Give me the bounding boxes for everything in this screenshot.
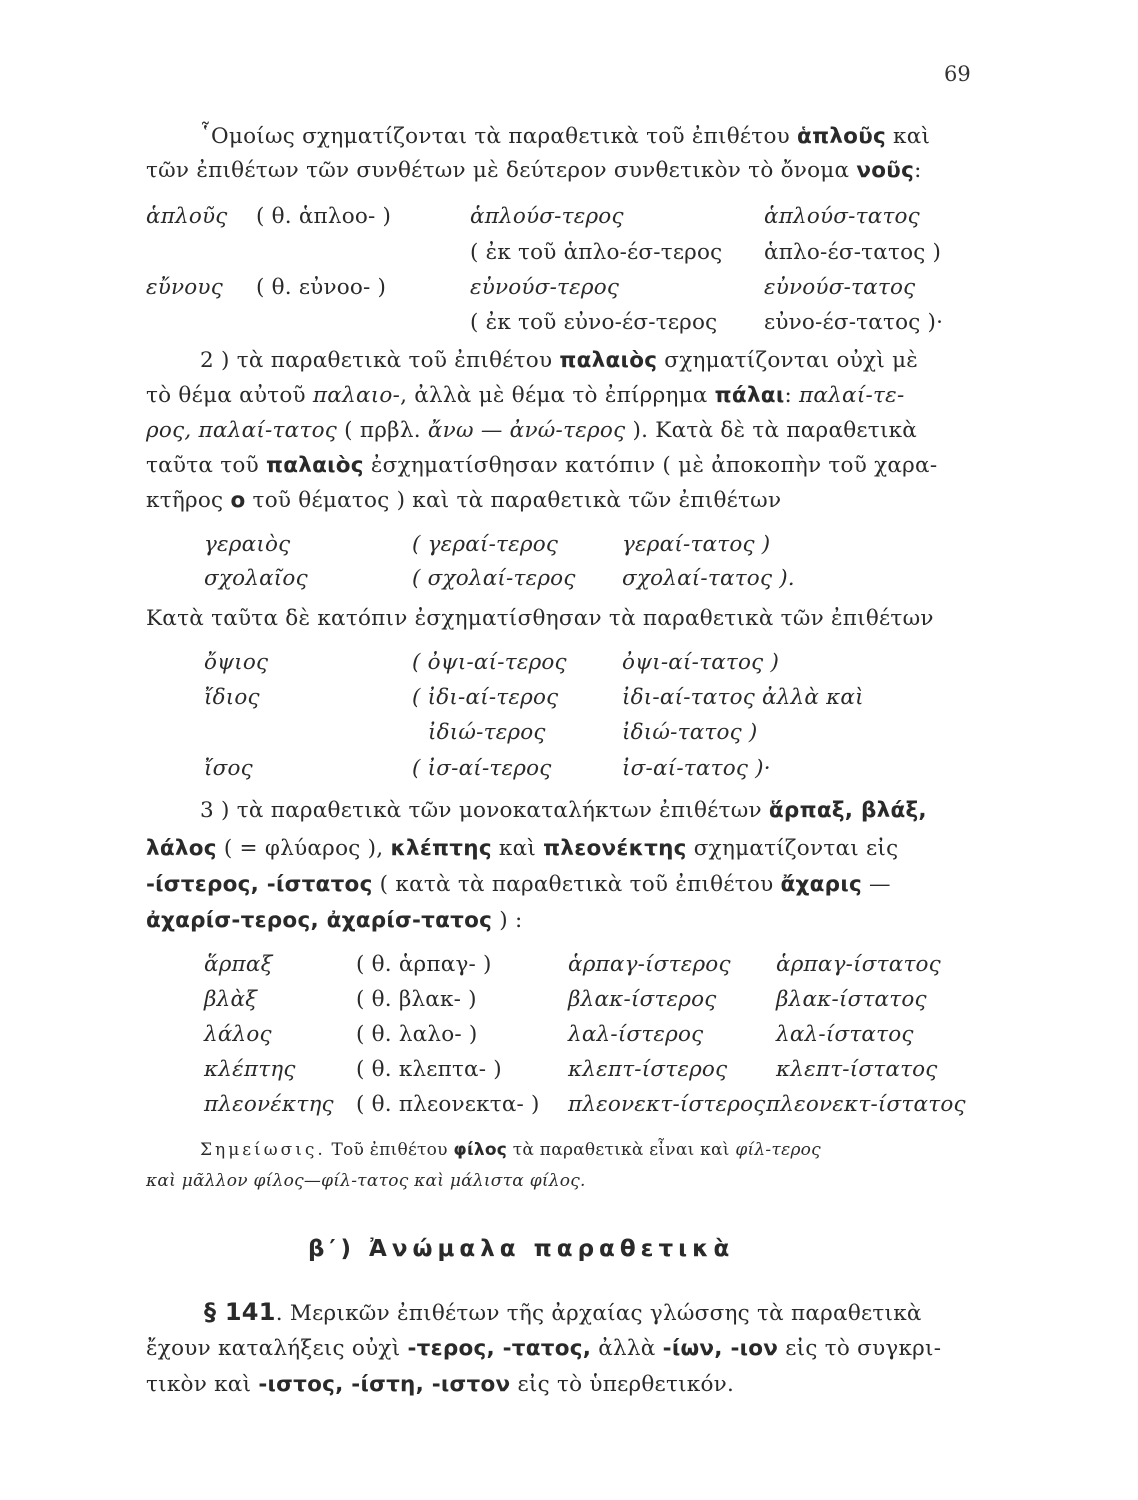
table2-comparative-geraios: ( γεραί-τερος: [412, 532, 559, 557]
paragraph-4-line-3: -ίστερος, -ίστατος ( κατὰ τὰ παραθετικὰ τοῦ ἐπιθέτου ἄχαρις —: [146, 872, 891, 897]
table2-comparative-scholaios: ( σχολαί-τερος: [412, 566, 576, 591]
paragraph-2-line-5: κτῆρος ο τοῦ θέματος ) καὶ τὰ παραθετικὰ τῶν ἐπιθέτων: [146, 488, 782, 513]
paragraph-2-line-1: 2 ) τὰ παραθετικὰ τοῦ ἐπιθέτου παλαιὸς σχηματίζονται οὐχὶ μὲ: [200, 348, 919, 373]
table2-superlative-geraios: γεραί-τατος ): [622, 532, 771, 557]
table1-superlative-haplous: ἁπλούσ-τατος: [764, 204, 920, 229]
table4-stem: ( θ. ἁρπαγ- ): [356, 952, 492, 977]
table4-comparative: βλακ-ίστερος: [568, 987, 717, 1012]
paragraph-4-line-4: ἀχαρίσ-τερος, ἀχαρίσ-τατος ) :: [146, 908, 523, 933]
table4-superlative: πλεονεκτ-ίστατος: [766, 1092, 966, 1117]
table3-comparative-opsios: ( ὀψι-αί-τερος: [412, 650, 567, 675]
table4-comparative: κλεπτ-ίστερος: [568, 1057, 728, 1082]
paragraph-2-line-4: ταῦτα τοῦ παλαιὸς ἐσχηματίσθησαν κατόπιν ( μὲ ἀποκοπὴν τοῦ χαρα-: [146, 453, 938, 478]
section-heading: β′) Ἀνώμαλα παραθετικὰ: [308, 1236, 735, 1262]
table3-superlative-idios-alt: ἰδιώ-τατος ): [622, 720, 758, 745]
table4-word: βλὰξ: [204, 987, 258, 1012]
page-number: 69: [944, 62, 971, 86]
paragraph-1-line-1: ῟Ομοίως σχηματίζονται τὰ παραθετικὰ τοῦ ἐπιθέτου ἁπλοῦς καὶ: [200, 124, 931, 149]
table4-stem: ( θ. πλεονεκτα- ): [356, 1092, 540, 1117]
table4-superlative: ἁρπαγ-ίστατος: [776, 952, 941, 977]
table1-word-eunous: εὔνους: [146, 275, 223, 300]
table4-comparative: πλεονεκτ-ίστερος: [568, 1092, 766, 1117]
table3-superlative-opsios: ὀψι-αί-τατος ): [622, 650, 780, 675]
table2-word-scholaios: σχολαῖος: [204, 566, 308, 591]
section-141-line-2: ἔχουν καταλήξεις οὐχὶ -τερος, -τατος, ἀλλὰ -ίων, -ιον εἰς τὸ συγκρι-: [146, 1336, 942, 1361]
table3-word-isos: ἴσος: [204, 756, 253, 781]
table4-word: λάλος: [204, 1022, 272, 1047]
table1-alt-superlative-haplous: ἁπλο-έσ-τατος ): [764, 240, 942, 265]
table4-stem: ( θ. λαλο- ): [356, 1022, 478, 1047]
table1-stem-haplous: ( θ. ἁπλοο- ): [256, 204, 392, 229]
note-line-1: Σημείωσις. Τοῦ ἐπιθέτου φίλος τὰ παραθετικὰ εἶναι καὶ φίλ-τερος: [200, 1140, 821, 1160]
paragraph-2-line-3: ρος, παλαί-τατος ( πρβλ. ἄνω — ἀνώ-τερος ). Κατὰ δὲ τὰ παραθετικὰ: [146, 418, 918, 443]
table3-comparative-idios: ( ἰδι-αί-τερος: [412, 685, 559, 710]
paragraph-3: Κατὰ ταῦτα δὲ κατόπιν ἐσχηματίσθησαν τὰ παραθετικὰ τῶν ἐπιθέτων: [146, 606, 934, 631]
table4-word: κλέπτης: [204, 1057, 296, 1082]
table4-comparative: λαλ-ίστερος: [568, 1022, 704, 1047]
table3-word-opsios: ὄψιος: [204, 650, 269, 675]
table2-word-geraios: γεραιὸς: [204, 532, 291, 557]
table1-comparative-eunous: εὐνούσ-τερος: [470, 275, 620, 300]
table4-superlative: λαλ-ίστατος: [776, 1022, 914, 1047]
paragraph-2-line-2: τὸ θέμα αὐτοῦ παλαιο-, ἀλλὰ μὲ θέμα τὸ ἐπίρρημα πάλαι: παλαί-τε-: [146, 383, 905, 408]
table1-comparative-haplous: ἁπλούσ-τερος: [470, 204, 624, 229]
note-line-2: καὶ μᾶλλον φίλος—φίλ-τατος καὶ μάλιστα φίλος.: [146, 1171, 586, 1191]
table1-superlative-eunous: εὐνούσ-τατος: [764, 275, 916, 300]
table3-superlative-isos: ἰσ-αί-τατος )·: [622, 756, 771, 781]
table1-alt-comparative-haplous: ( ἐκ τοῦ ἁπλο-έσ-τερος: [470, 240, 723, 265]
paragraph-4-line-2: λάλος ( = φλύαρος ), κλέπτης καὶ πλεονέκτης σχηματίζονται εἰς: [146, 836, 899, 861]
table4-stem: ( θ. κλεπτα- ): [356, 1057, 502, 1082]
table3-comparative-idios-alt: ἰδιώ-τερος: [428, 720, 546, 745]
section-141-line-1: § 141. Μερικῶν ἐπιθέτων τῆς ἀρχαίας γλώσσης τὰ παραθετικὰ: [204, 1298, 922, 1326]
table3-word-idios: ἴδιος: [204, 685, 260, 710]
table4-word: ἅρπαξ: [204, 952, 273, 977]
paragraph-1-line-2: τῶν ἐπιθέτων τῶν συνθέτων μὲ δεύτερον συνθετικὸν τὸ ὄνομα νοῦς:: [146, 158, 922, 183]
table3-superlative-idios: ἰδι-αί-τατος ἀλλὰ καὶ: [622, 685, 864, 710]
table2-superlative-scholaios: σχολαί-τατος ).: [622, 566, 795, 591]
table4-stem: ( θ. βλακ- ): [356, 987, 477, 1012]
table3-comparative-isos: ( ἰσ-αί-τερος: [412, 756, 552, 781]
table1-stem-eunous: ( θ. εὐνοο- ): [256, 275, 387, 300]
section-141-line-3: τικὸν καὶ -ιστος, -ίστη, -ιστον εἰς τὸ ὑπερθετικόν.: [146, 1372, 735, 1397]
table4-comparative: ἁρπαγ-ίστερος: [568, 952, 731, 977]
table4-superlative: βλακ-ίστατος: [776, 987, 927, 1012]
table1-alt-comparative-eunous: ( ἐκ τοῦ εὐνο-έσ-τερος: [470, 310, 718, 335]
table4-superlative: κλεπτ-ίστατος: [776, 1057, 938, 1082]
table4-word: πλεονέκτης: [204, 1092, 334, 1117]
table1-word-haplous: ἁπλοῦς: [146, 204, 228, 229]
table1-alt-superlative-eunous: εὐνο-έσ-τατος )·: [764, 310, 944, 335]
paragraph-4-line-1: 3 ) τὰ παραθετικὰ τῶν μονοκαταλήκτων ἐπιθέτων ἅρπαξ, βλάξ,: [200, 798, 927, 823]
